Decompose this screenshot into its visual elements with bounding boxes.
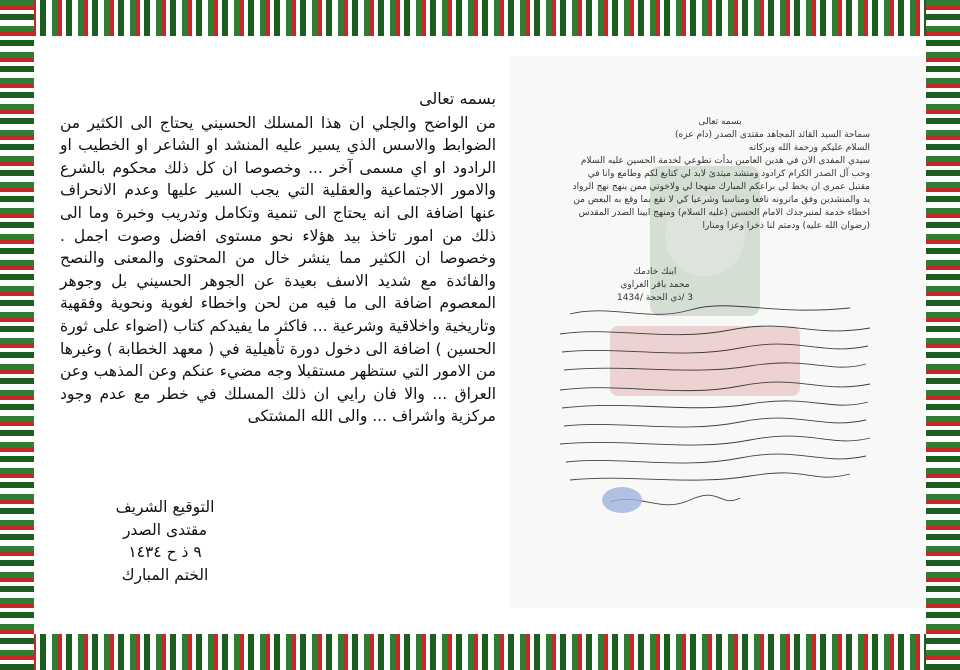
scanned-letter-text xyxy=(570,116,870,233)
scan-greeting: السلام عليكم ورحمة الله وبركاته xyxy=(748,143,870,153)
handwritten-reply-icon xyxy=(550,294,880,544)
signature-line-seal: الختم المبارك xyxy=(121,565,209,584)
seal-stamp-icon xyxy=(602,487,642,513)
transcription-body: من الواضح والجلي ان هذا المسلك الحسيني يحتاج الى الكثير من الضوابط والاسس الذي يسير عليه المنشد او الشاعر او الخطيب او الرادود او اي مسمى آخر ... وخصوصا ان كل ذلك محكوم بالشرع والامور الاجتماعية والعقلية التي يجب السير عليها وعدم الانحراف عنها اضافة الى انه يحتاج الى تنمية وتكامل وتدريب وخبرة وما الى ذلك من امور تاخذ بيد هؤلاء نحو مستوى افضل وصوت اجمل . وخصوصا ان الكثير مما ينشر خال من المحتوى والمعنى والنصح والفائدة مع شديد الاسف بعيدة عن الجوهر الحسيني بل وجوهر المعصوم اضافة الى ما فيه من لحن واخطاء لغوية ونحوية وفقهية وتاريخية واخلاقية وشرعية ... فاكثر ما يفيدكم كتاب (اضواء على ثورة الحسين ) اضافة الى دخول دورة تأهيلية في ( معهد الخطابة ) وغيرها من الامور التي ستظهر مستقبلا وجه مضيء عنكم وعن المذهب وعن العراق ... والا فان رايي ان ذلك المسلك في خطر مع عدم وجود مركزية واشراف ... والى الله المشتكى xyxy=(60,113,496,426)
document-panel xyxy=(34,36,926,634)
signature-line-date: ٩ ذ ح ١٤٣٤ xyxy=(128,543,202,562)
scan-body: سيدي المفدى الان في هذين العامين بدأت تطوعي لخدمة الحسين عليه السلام وحب آل الصدر الكرام كرادود ومنشد مبتدئ لابد لي كتابع لكم وطامع وانا في مقتبل عمري ان يخط لي براعكم المبارك منهجا لي ولاخوتي ممن ينهج نهج الرواد يد والمنشدين وفق ماترونه نافعا ومناسبا وشرعيا كي لا نقع بما وقع به البعض من اخطاء خدمة لمنبرجدك الامام الحسين (عليه السلام) ومنهج ابينا الصدر المقدس (رضوان الله عليه) ودمتم لنا ذخرا وعزا ومنارا xyxy=(572,156,870,231)
signature-line-name: مقتدى الصدر xyxy=(122,520,208,539)
decorative-border-right xyxy=(926,0,960,670)
transcription-column xyxy=(60,88,496,428)
signature-block xyxy=(90,496,240,586)
scan-sender-label: ابنك خادمك xyxy=(633,267,677,277)
scan-salutation: سماحة السيد القائد المجاهد مقتدى الصدر (دام عزه) xyxy=(675,130,870,140)
decorative-border-left xyxy=(0,0,34,670)
decorative-border-top xyxy=(0,0,960,36)
scan-heading: بسمه تعالى xyxy=(698,117,742,127)
scan-sender-date: 3 /ذي الحجة /1434 xyxy=(616,293,694,303)
scanned-letter-image xyxy=(510,56,924,608)
scan-sender-name: محمد باقر الغراوي xyxy=(620,280,690,290)
signature-line-title: التوقيع الشريف xyxy=(115,498,215,516)
decorative-border-bottom xyxy=(0,634,960,670)
basmala-heading: بسمه تعالى xyxy=(419,89,496,108)
